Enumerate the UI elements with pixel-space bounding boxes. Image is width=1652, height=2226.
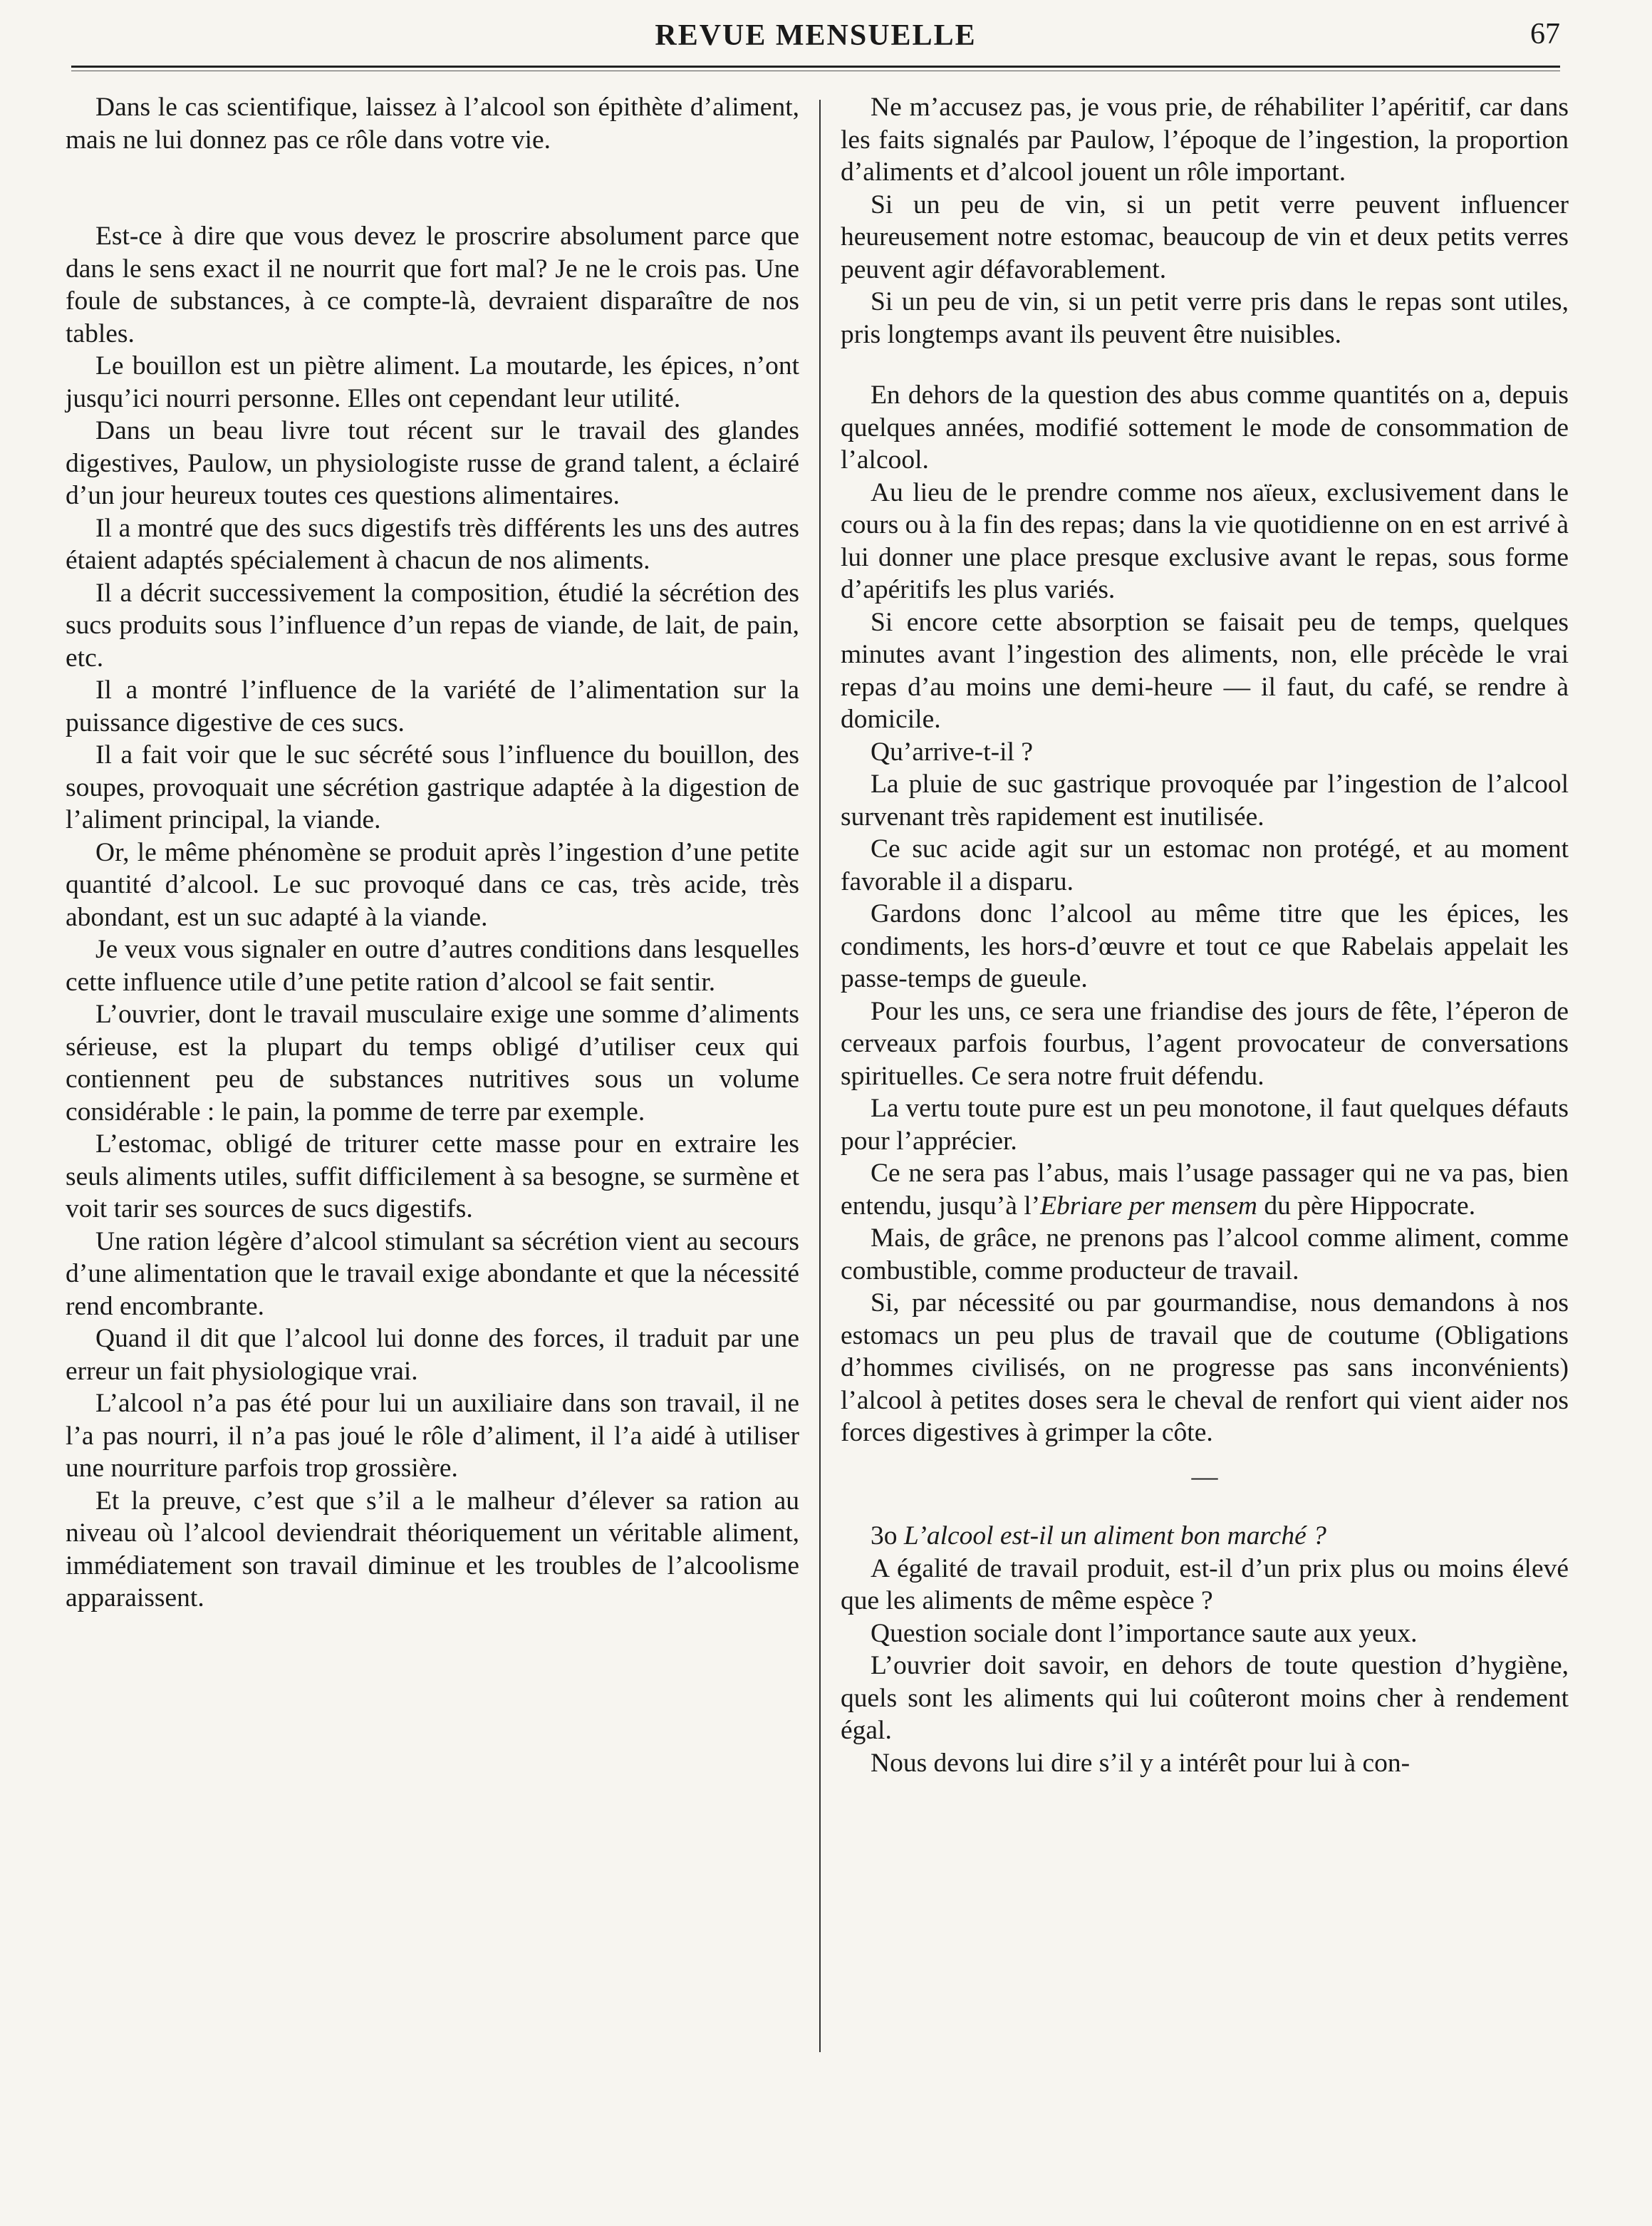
paragraph: Qu’arrive-t-il ? <box>871 737 1034 767</box>
paragraph: Je veux vous signaler en outre d’autres conditions dans lesquelles cette influence utile d’une petite ration d’alcool se fait sentir. <box>66 935 799 997</box>
paragraph: Mais, de grâce, ne prenons pas l’alcool comme aliment, comme combustible, comme producteur de travail. <box>841 1223 1569 1285</box>
paragraph: Une ration légère d’alcool stimulant sa sécrétion vient au secours d’une alimentation que le travail exige abondante et que la nécessité rend encombrante. <box>66 1226 799 1321</box>
text-run: du père Hippocrate. <box>1257 1191 1476 1221</box>
text-run: Ce ne sera pas l’abus, mais l’usage passager qui ne va pas, bien entendu, jusqu’à l’ <box>841 1159 1569 1221</box>
paragraph: Il a fait voir que le suc sécrété sous l’influence du bouillon, des soupes, provoquait une sécrétion gastrique adaptée à la digestion de l’aliment principal, la viande. <box>66 740 799 834</box>
paragraph: Si encore cette absorption se faisait peu de temps, quelques minutes avant l’ingestion des aliments, non, elle précède le vrai repas d’au moins une demi-heure — il faut, du café, se rendre à domicile. <box>841 607 1569 734</box>
paragraph: L’ouvrier, dont le travail musculaire exige une somme d’aliments sérieuse, est la plupart du temps obligé d’utiliser ceux qui contiennent peu de substances nutritives sous un volume considérable : le pain, la pomme de terre par exemple. <box>66 1000 799 1127</box>
paragraph: Le bouillon est un piètre aliment. La moutarde, les épices, n’ont jusqu’ici nourri personne. Elles ont cependant leur utilité. <box>66 351 799 413</box>
paragraph: Question sociale dont l’importance saute aux yeux. <box>871 1618 1418 1648</box>
section-title: L’alcool est-il un aliment bon marché ? <box>903 1521 1326 1551</box>
paragraph: Dans un beau livre tout récent sur le travail des glandes digestives, Paulow, un physiologiste russe de grand talent, a éclairé d’un jour heureux toutes ces questions alimentaires. <box>66 416 799 510</box>
paragraph: Gardons donc l’alcool au même titre que les épices, les condiments, les hors-d’œuvre et tout ce que Rabelais appelait les passe-temps de gueule. <box>841 899 1569 993</box>
paragraph: La vertu toute pure est un peu monotone, il faut quelques défauts pour l’apprécier. <box>841 1094 1569 1156</box>
paragraph: Il a montré que des sucs digestifs très différents les uns des autres étaient adaptés spécialement à chacun de nos aliments. <box>66 513 799 575</box>
paragraph: Nous devons lui dire s’il y a intérêt pour lui à con- <box>871 1748 1411 1778</box>
section-heading <box>841 1520 1569 1553</box>
section-number: 3o <box>871 1521 898 1551</box>
latin-phrase: Ebriare per mensem <box>1040 1191 1257 1221</box>
section-separator: — <box>1191 1461 1218 1491</box>
running-title: REVUE MENSUELLE <box>655 19 977 52</box>
paragraph: Ce suc acide agit sur un estomac non protégé, et au moment favorable il a disparu. <box>841 834 1569 896</box>
paragraph: Est-ce à dire que vous devez le proscrire absolument parce que dans le sens exact il ne nourrit que fort mal? Je ne le crois pas. Une foule de substances, à ce compte-là, devraient disparaître de nos tables. <box>66 222 799 348</box>
paragraph: Il a décrit successivement la composition, étudié la sécrétion des sucs produits sous l’influence d’un repas de viande, de lait, de pain, etc. <box>66 578 799 673</box>
paragraph: Il a montré l’influence de la variété de l’alimentation sur la puissance digestive de ces sucs. <box>66 675 799 737</box>
paragraph: Quand il dit que l’alcool lui donne des forces, il traduit par une erreur un fait physiologique vrai. <box>66 1324 799 1386</box>
paragraph: L’alcool n’a pas été pour lui un auxiliaire dans son travail, il ne l’a pas nourri, il n’a pas joué le rôle d’aliment, il l’a aidé à utiliser une nourriture parfois trop grossière. <box>66 1389 799 1483</box>
paragraph: L’ouvrier doit savoir, en dehors de toute question d’hygiène, quels sont les aliments qui lui coûteront moins cher à rendement égal. <box>841 1651 1569 1745</box>
right-column <box>841 91 1569 1779</box>
left-column <box>66 91 799 1615</box>
paragraph: Si, par nécessité ou par gourmandise, nous demandons à nos estomacs un peu plus de travail que de coutume (Obligations d’hommes civilisés, on ne progresse pas sans inconvénients) l’alcool à petites doses sera le cheval de renfort qui vient aider nos forces digestives à grimper la côte. <box>841 1288 1569 1447</box>
paragraph: A égalité de travail produit, est-il d’un prix plus ou moins élevé que les aliments de même espèce ? <box>841 1553 1569 1615</box>
column-divider <box>819 100 821 2052</box>
page-number: 67 <box>1530 18 1560 51</box>
paragraph: Dans le cas scientifique, laissez à l’alcool son épithète d’aliment, mais ne lui donnez pas ce rôle dans votre vie. <box>66 93 799 155</box>
paragraph-gap <box>66 156 799 220</box>
paragraph: Pour les uns, ce sera une friandise des jours de fête, l’éperon de cerveaux parfois fourbus, l’agent provocateur de conversations spirituelles. Ce sera notre fruit défendu. <box>841 996 1569 1091</box>
paragraph: Au lieu de le prendre comme nos aïeux, exclusivement dans le cours ou à la fin des repas; dans la vie quotidienne on en est arrivé à lui donner une place presque exclusive avant le repas, sous forme d’apéritifs les plus variés. <box>841 477 1569 604</box>
paragraph: L’estomac, obligé de triturer cette masse pour en extraire les seuls aliments utiles, suffit difficilement à sa besogne, se surmène et voit tarir ses sources de sucs digestifs. <box>66 1129 799 1223</box>
paragraph: Et la preuve, c’est que s’il a le malheur d’élever sa ration au niveau où l’alcool deviendrait théoriquement un véritable aliment, immédiatement son travail diminue et les troubles de l’alcoolisme apparaissent. <box>66 1486 799 1612</box>
paragraph: En dehors de la question des abus comme quantités on a, depuis quelques années, modifié sottement le mode de consommation de l’alcool. <box>841 381 1569 475</box>
paragraph: Si un peu de vin, si un petit verre peuvent influencer heureusement notre estomac, beaucoup de vin et deux petits verres peuvent agir défavorablement. <box>841 190 1569 284</box>
paragraph: Ne m’accusez pas, je vous prie, de réhabiliter l’apéritif, car dans les faits signalés par Paulow, l’époque de l’ingestion, la proportion d’aliments et d’alcool jouent un rôle important. <box>841 93 1569 187</box>
paragraph: Or, le même phénomène se produit après l’ingestion d’une petite quantité d’alcool. Le suc provoqué dans ce cas, très acide, très abondant, est un suc adapté à la viande. <box>66 837 799 932</box>
page-header <box>71 13 1560 63</box>
paragraph-with-latin-phrase <box>841 1157 1569 1222</box>
paragraph-gap <box>841 351 1569 379</box>
header-rule <box>71 66 1560 68</box>
paragraph: La pluie de suc gastrique provoquée par l’ingestion de l’alcool survenant très rapidement est inutilisée. <box>841 770 1569 832</box>
paragraph: Si un peu de vin, si un petit verre pris dans le repas sont utiles, pris longtemps avant ils peuvent être nuisibles. <box>841 287 1569 349</box>
